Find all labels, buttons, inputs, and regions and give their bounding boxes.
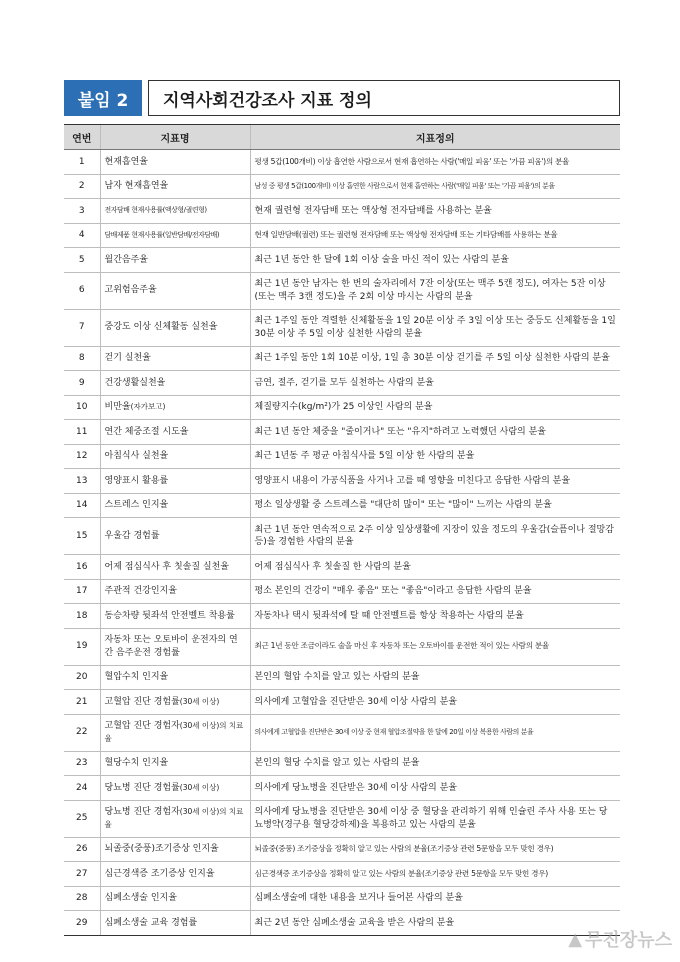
indicator-name-text: 영양표시 활용률 bbox=[104, 475, 169, 486]
table-row bbox=[64, 199, 620, 224]
indicator-definition: 본인의 혈당 수치를 알고 있는 사람의 분율 bbox=[250, 751, 620, 776]
indicator-definition: 평생 5갑(100개비) 이상 흡연한 사람으로서 현재 흡연하는 사람('매일 피움' 또는 '가끔 피움')의 분율 bbox=[250, 150, 620, 175]
table-row bbox=[64, 911, 620, 936]
indicator-name bbox=[100, 604, 250, 629]
table-row bbox=[64, 555, 620, 580]
table-row bbox=[64, 469, 620, 494]
indicator-name-text: 건강생활실천율 bbox=[104, 377, 166, 388]
table-row bbox=[64, 309, 620, 346]
indicator-definition: 심근경색증 조기증상을 정확히 알고 있는 사람의 분율(조기증상 관련 5문항을 모두 맞힌 경우) bbox=[250, 862, 620, 887]
row-number: 6 bbox=[64, 272, 100, 309]
indicator-definition: 자동차나 택시 뒷좌석에 탈 때 안전벨트를 항상 착용하는 사람의 분율 bbox=[250, 604, 620, 629]
table-row bbox=[64, 714, 620, 751]
indicator-name-text: 심폐소생술 인지율 bbox=[104, 893, 177, 904]
indicator-name-text: 중강도 이상 신체활동 실천율 bbox=[104, 322, 218, 333]
indicator-name bbox=[100, 886, 250, 911]
table-row bbox=[64, 395, 620, 420]
row-number: 24 bbox=[64, 776, 100, 801]
row-number: 16 bbox=[64, 555, 100, 580]
indicator-name-text: 우울감 경험률 bbox=[104, 530, 160, 541]
indicator-definition: 최근 1년동 주 평균 아침식사를 5일 이상 한 사람의 분율 bbox=[250, 444, 620, 469]
indicator-definition: 최근 1년 동안 남자는 한 번의 술자리에서 7잔 이상(또는 맥주 5캔 정도), 여자는 5잔 이상(또는 맥주 3캔 정도)을 주 2회 이상 마시는 사람의 분율 bbox=[250, 272, 620, 309]
indicator-name-text: 아침식사 실천율 bbox=[104, 451, 169, 462]
indicator-name-text: 동승차량 뒷좌석 안전벨트 착용률 bbox=[104, 610, 235, 621]
indicator-name bbox=[100, 800, 250, 837]
indicator-definition: 영양표시 내용이 가공식품을 사거나 고를 때 영향을 미친다고 응답한 사람의 분율 bbox=[250, 469, 620, 494]
row-number: 8 bbox=[64, 346, 100, 371]
row-number: 4 bbox=[64, 223, 100, 248]
row-number: 22 bbox=[64, 714, 100, 751]
indicator-name bbox=[100, 862, 250, 887]
indicator-name bbox=[100, 579, 250, 604]
row-number: 21 bbox=[64, 690, 100, 715]
indicator-name-text: 스트레스 인지율 bbox=[104, 500, 169, 511]
row-number: 1 bbox=[64, 150, 100, 175]
row-number: 29 bbox=[64, 911, 100, 936]
indicator-name-text: 주관적 건강인지율 bbox=[104, 586, 177, 597]
row-number: 2 bbox=[64, 174, 100, 199]
indicator-name bbox=[100, 555, 250, 580]
indicator-definition: 최근 1년 동안 조금이라도 술을 마신 후 자동차 또는 오토바이를 운전한 적이 있는 사람의 분율 bbox=[250, 628, 620, 665]
table-row bbox=[64, 604, 620, 629]
table-header-row bbox=[64, 125, 620, 150]
indicator-table bbox=[64, 124, 620, 936]
indicator-name bbox=[100, 395, 250, 420]
indicator-definition: 평소 일상생활 중 스트레스를 "대단히 많이" 또는 "많이" 느끼는 사람의 분율 bbox=[250, 493, 620, 518]
indicator-name bbox=[100, 346, 250, 371]
indicator-definition: 현재 궐련형 전자담배 또는 액상형 전자담배를 사용하는 분율 bbox=[250, 199, 620, 224]
table-row bbox=[64, 371, 620, 396]
row-number: 12 bbox=[64, 444, 100, 469]
indicator-name bbox=[100, 371, 250, 396]
table-row bbox=[64, 420, 620, 445]
header-name: 지표명 bbox=[100, 125, 250, 150]
indicator-definition: 뇌졸중(중풍) 조기증상을 정확히 알고 있는 사람의 분율(조기증상 관련 5문항을 모두 맞힌 경우) bbox=[250, 837, 620, 862]
indicator-name-text: 자동차 또는 오토바이 운전자의 연간 음주운전 경험률 bbox=[104, 635, 238, 658]
indicator-name bbox=[100, 223, 250, 248]
indicator-definition: 의사에게 고혈압을 진단받은 30세 이상 중 현재 혈압조절약을 한 달에 20일 이상 복용한 사람의 분율 bbox=[250, 714, 620, 751]
table-row bbox=[64, 248, 620, 273]
indicator-definition: 최근 1년 동안 한 달에 1회 이상 술을 마신 적이 있는 사람의 분율 bbox=[250, 248, 620, 273]
page-title: 지역사회건강조사 지표 정의 bbox=[148, 80, 620, 116]
indicator-definition: 남성 중 평생 5갑(100개비) 이상 흡연한 사람으로서 현재 흡연하는 사람('매일 피움' 또는 '가끔 피움')의 분율 bbox=[250, 174, 620, 199]
indicator-definition: 최근 1주일 동안 1회 10분 이상, 1일 총 30분 이상 걷기를 주 5일 이상 실천한 사람의 분율 bbox=[250, 346, 620, 371]
row-number: 13 bbox=[64, 469, 100, 494]
indicator-name-suffix: (자가보고) bbox=[130, 402, 166, 412]
indicator-name-suffix: (30세 이상) bbox=[179, 782, 220, 792]
indicator-name bbox=[100, 420, 250, 445]
row-number: 15 bbox=[64, 518, 100, 555]
indicator-name-text: 혈압수치 인지율 bbox=[104, 672, 169, 683]
indicator-definition: 금연, 절주, 걷기를 모두 실천하는 사람의 분율 bbox=[250, 371, 620, 396]
indicator-name-text: 월간음주율 bbox=[104, 254, 148, 265]
row-number: 18 bbox=[64, 604, 100, 629]
indicator-name bbox=[100, 150, 250, 175]
indicator-name-text: 심근경색증 조기증상 인지율 bbox=[104, 868, 215, 879]
indicator-name-text: 남자 현재흡연율 bbox=[104, 181, 169, 192]
table-row bbox=[64, 665, 620, 690]
indicator-name bbox=[100, 493, 250, 518]
table-row bbox=[64, 444, 620, 469]
row-number: 27 bbox=[64, 862, 100, 887]
indicator-name-text: 비만율 bbox=[104, 402, 131, 413]
indicator-name bbox=[100, 714, 250, 751]
indicator-name-text: 담배제품 현재사용률(일반담배/전자담배) bbox=[104, 230, 220, 239]
indicator-definition: 최근 1주일 동안 격렬한 신체활동을 1일 20분 이상 주 3일 이상 또는 중등도 신체활동을 1일 30분 이상 주 5일 이상 실천한 사람의 분율 bbox=[250, 309, 620, 346]
indicator-name-text: 고혈압 진단 경험률 bbox=[104, 696, 180, 707]
watermark-text: 무진장뉴스 bbox=[585, 930, 672, 951]
header-no: 연번 bbox=[64, 125, 100, 150]
indicator-name bbox=[100, 911, 250, 936]
indicator-definition: 의사에게 당뇨병을 진단받은 30세 이상 사람의 분율 bbox=[250, 776, 620, 801]
indicator-name-text: 뇌졸중(중풍)조기증상 인지율 bbox=[104, 844, 219, 855]
row-number: 14 bbox=[64, 493, 100, 518]
row-number: 17 bbox=[64, 579, 100, 604]
indicator-name-text: 당뇨병 진단 경험률 bbox=[104, 782, 180, 793]
row-number: 3 bbox=[64, 199, 100, 224]
indicator-definition: 최근 1년 동안 체중을 "줄이거나" 또는 "유지"하려고 노력했던 사람의 분율 bbox=[250, 420, 620, 445]
table-row bbox=[64, 493, 620, 518]
table-row bbox=[64, 886, 620, 911]
appendix-badge: 붙임 2 bbox=[64, 80, 142, 116]
table-row bbox=[64, 346, 620, 371]
indicator-name-text: 현재흡연율 bbox=[104, 156, 148, 167]
indicator-name bbox=[100, 444, 250, 469]
indicator-definition: 현재 일반담배(궐련) 또는 궐련형 전자담배 또는 액상형 전자담배 또는 기타담배를 사용하는 분율 bbox=[250, 223, 620, 248]
indicator-name-text: 고혈압 진단 경험자 bbox=[104, 721, 180, 732]
indicator-name-text: 걷기 실천율 bbox=[104, 353, 151, 364]
row-number: 26 bbox=[64, 837, 100, 862]
indicator-name-text: 당뇨병 진단 경험자 bbox=[104, 807, 180, 818]
row-number: 20 bbox=[64, 665, 100, 690]
indicator-name bbox=[100, 690, 250, 715]
table-row bbox=[64, 223, 620, 248]
table-row bbox=[64, 518, 620, 555]
indicator-name bbox=[100, 469, 250, 494]
table-row bbox=[64, 776, 620, 801]
table-row bbox=[64, 150, 620, 175]
indicator-definition: 최근 1년 동안 연속적으로 2주 이상 일상생활에 지장이 있을 정도의 우울감(슬픔이나 절망감 등)을 경험한 사람의 분율 bbox=[250, 518, 620, 555]
table-row bbox=[64, 174, 620, 199]
header-def: 지표정의 bbox=[250, 125, 620, 150]
table-row bbox=[64, 837, 620, 862]
indicator-name-text: 심폐소생술 교육 경험률 bbox=[104, 917, 198, 928]
indicator-definition: 심폐소생술에 대한 내용을 보거나 들어본 사람의 분율 bbox=[250, 886, 620, 911]
row-number: 5 bbox=[64, 248, 100, 273]
indicator-name bbox=[100, 174, 250, 199]
table-row bbox=[64, 628, 620, 665]
row-number: 28 bbox=[64, 886, 100, 911]
row-number: 19 bbox=[64, 628, 100, 665]
indicator-definition: 의사에게 고혈압을 진단받은 30세 이상 사람의 분율 bbox=[250, 690, 620, 715]
indicator-name bbox=[100, 628, 250, 665]
indicator-name bbox=[100, 518, 250, 555]
indicator-definition: 평소 본인의 건강이 "매우 좋음" 또는 "좋음"이라고 응답한 사람의 분율 bbox=[250, 579, 620, 604]
row-number: 25 bbox=[64, 800, 100, 837]
indicator-name bbox=[100, 248, 250, 273]
indicator-name bbox=[100, 665, 250, 690]
row-number: 23 bbox=[64, 751, 100, 776]
indicator-name-suffix: (30세 이상)의 치료율 bbox=[104, 721, 244, 743]
indicator-name-text: 전자담배 현재사용률(액상형/궐련형) bbox=[104, 206, 207, 215]
table-row bbox=[64, 862, 620, 887]
watermark-logo bbox=[568, 926, 672, 952]
row-number: 10 bbox=[64, 395, 100, 420]
row-number: 7 bbox=[64, 309, 100, 346]
indicator-name bbox=[100, 837, 250, 862]
indicator-name bbox=[100, 309, 250, 346]
watermark-icon: ▲ bbox=[568, 928, 583, 950]
indicator-definition: 최근 2년 동안 심폐소생술 교육을 받은 사람의 분율 bbox=[250, 911, 620, 936]
indicator-definition: 본인의 혈압 수치를 알고 있는 사람의 분율 bbox=[250, 665, 620, 690]
table-row bbox=[64, 751, 620, 776]
indicator-name-text: 연간 체중조절 시도율 bbox=[104, 426, 189, 437]
indicator-definition: 체질량지수(kg/m²)가 25 이상인 사람의 분율 bbox=[250, 395, 620, 420]
table-row bbox=[64, 272, 620, 309]
indicator-name bbox=[100, 751, 250, 776]
row-number: 9 bbox=[64, 371, 100, 396]
table-row bbox=[64, 579, 620, 604]
table-row bbox=[64, 690, 620, 715]
indicator-definition: 의사에게 당뇨병을 진단받은 30세 이상 중 혈당을 관리하기 위해 인슐린 주사 사용 또는 당뇨병약(경구용 혈당강하제)을 복용하고 있는 사람의 분율 bbox=[250, 800, 620, 837]
indicator-name-text: 어제 점심식사 후 칫솔질 실천율 bbox=[104, 561, 229, 572]
indicator-definition: 어제 점심식사 후 칫솔질 한 사람의 분율 bbox=[250, 555, 620, 580]
indicator-name-suffix: (30세 이상)의 치료율 bbox=[104, 807, 244, 829]
indicator-name bbox=[100, 776, 250, 801]
indicator-name bbox=[100, 272, 250, 309]
table-row bbox=[64, 800, 620, 837]
row-number: 11 bbox=[64, 420, 100, 445]
indicator-name bbox=[100, 199, 250, 224]
indicator-name-text: 혈당수치 인지율 bbox=[104, 758, 169, 769]
indicator-name-suffix: (30세 이상) bbox=[179, 696, 220, 706]
appendix-header bbox=[64, 80, 620, 116]
indicator-name-text: 고위험음주율 bbox=[104, 285, 157, 296]
